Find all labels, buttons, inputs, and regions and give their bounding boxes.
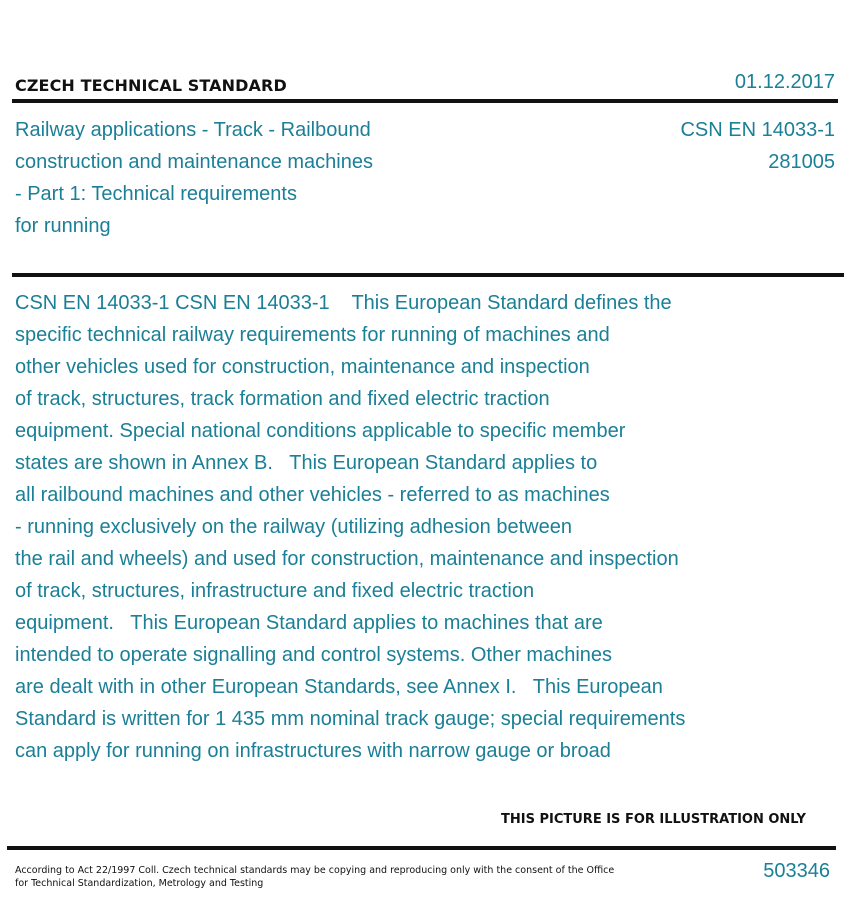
standard-title-line: Railway applications - Track - Railbound: [15, 119, 371, 141]
abstract-line: can apply for running on infrastructures with narrow gauge or broad: [15, 740, 611, 762]
abstract-line: other vehicles used for construction, maintenance and inspection: [15, 356, 590, 378]
standard-title-line: - Part 1: Technical requirements: [15, 183, 297, 205]
abstract-line: of track, structures, infrastructure and fixed electric traction: [15, 580, 535, 602]
document-type-heading: CZECH TECHNICAL STANDARD: [15, 76, 287, 95]
standard-title-line: for running: [15, 215, 111, 237]
abstract-line: Standard is written for 1 435 mm nominal track gauge; special requirements: [15, 708, 686, 730]
standard-title: [15, 114, 455, 242]
abstract-line: of track, structures, track formation and fixed electric traction: [15, 388, 550, 410]
legal-notice-line: for Technical Standardization, Metrology and Testing: [15, 878, 264, 889]
abstract-line: intended to operate signalling and control systems. Other machines: [15, 644, 613, 666]
abstract-text: [15, 287, 835, 767]
abstract-line: are dealt with in other European Standards, see Annex I. This European: [15, 676, 663, 698]
standard-title-line: construction and maintenance machines: [15, 151, 373, 173]
abstract-line: equipment. This European Standard applies to machines that are: [15, 612, 603, 634]
illustration-disclaimer: THIS PICTURE IS FOR ILLUSTRATION ONLY: [501, 812, 806, 827]
abstract-line: - running exclusively on the railway (utilizing adhesion between: [15, 516, 572, 538]
publication-date: 01.12.2017: [734, 71, 835, 93]
abstract-line: all railbound machines and other vehicles - referred to as machines: [15, 484, 610, 506]
header-divider: [12, 99, 838, 103]
abstract-line: specific technical railway requirements for running of machines and: [15, 324, 610, 346]
legal-notice: [15, 864, 615, 890]
abstract-line: CSN EN 14033-1 CSN EN 14033-1 This European Standard defines the: [15, 292, 672, 314]
footer-divider: [7, 846, 836, 850]
abstract-line: the rail and wheels) and used for construction, maintenance and inspection: [15, 548, 679, 570]
abstract-line: equipment. Special national conditions applicable to specific member: [15, 420, 626, 442]
standard-codes: [680, 114, 835, 178]
classification-code: 281005: [768, 151, 835, 173]
abstract-line: states are shown in Annex B. This European Standard applies to: [15, 452, 598, 474]
standard-code: CSN EN 14033-1: [680, 119, 835, 141]
legal-notice-line: According to Act 22/1997 Coll. Czech technical standards may be copying and reproducing only with the consent of the Office: [15, 865, 615, 876]
catalog-number: 503346: [763, 860, 830, 882]
title-divider: [12, 273, 844, 277]
